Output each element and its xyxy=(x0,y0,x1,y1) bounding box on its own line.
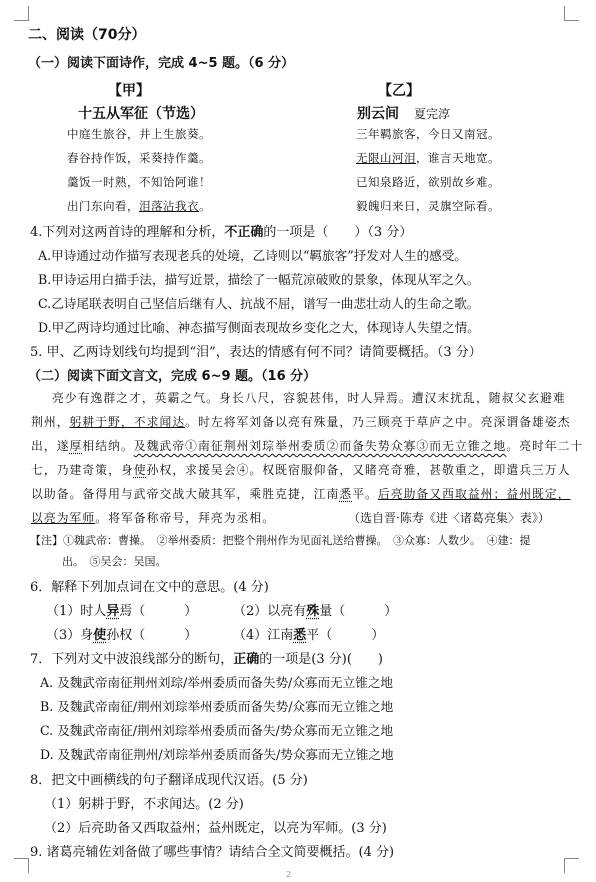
poem-a-line: 舂谷持作饭，采葵持作羹。 xyxy=(67,151,211,165)
q4-stem: 4.下列对这两首诗的理解和分析，不正确的一项是（ ）（3 分） xyxy=(30,225,413,240)
q4-option-c: C.乙诗尾联表明自己坚信后继有人、抗战不屈，谱写一曲悲壮动人的生命之歌。 xyxy=(38,296,480,311)
crop-mark-bottom-right xyxy=(564,858,579,873)
poem-b-title: 别云间 xyxy=(357,106,399,122)
poem-a-underlined-phrase: 泪落沾我衣 xyxy=(139,199,199,213)
q8-item-1: （1）躬耕于野，不求闻达。(2 分) xyxy=(44,797,244,812)
q7-option-d: D. 及魏武帝南征荆州/刘琮举州委质而备失/势众寡而无立锥之地 xyxy=(40,747,394,762)
passage-line: 七，乃建奇策，身使孙权，求援吴会④。权既宿服仰备，又睹亮奇雅，甚敬重之，即遣兵三万人 xyxy=(31,463,571,477)
poem-b-line: 无限山河泪，谁言天地宽。 xyxy=(356,151,500,165)
q4-option-a: A.甲诗通过动作描写表现老兵的处境，乙诗则以“羁旅客”抒发对人生的感受。 xyxy=(38,248,467,263)
crop-mark-bottom-left xyxy=(14,858,29,873)
poem-b-line: 已知泉路近，欲别故乡难。 xyxy=(356,175,500,189)
poem-b-underlined-phrase: 无限山河泪 xyxy=(356,151,416,165)
poem-a-title: 十五从军征（节选） xyxy=(78,106,204,122)
passage-line: 亮少有逸群之才，英霸之气。身长八尺，容貌甚伟，时人异焉。遭汉末扰乱，随叔父玄避难 xyxy=(52,391,566,405)
passage-line: 以助备。备得用与武帝交战大破其军，乘胜克捷，江南悉平。后亮助备又西取益州；益州既定， xyxy=(31,487,571,501)
passage-source: （选自晋·陈寿《进〈诸葛亮集〉表》） xyxy=(348,511,550,525)
q4-option-b: B.甲诗运用白描手法，描写近景，描绘了一幅荒凉破败的景象，体现从军之久。 xyxy=(38,272,480,287)
poem-b-tag: 【乙】 xyxy=(378,83,420,99)
poem-b-author: 夏完淳 xyxy=(414,107,451,121)
q8-item-2: （2）后亮助备又西取益州；益州既定，以亮为军师。(3 分) xyxy=(44,821,387,836)
q6-item-3: （3）身使孙权（ ） xyxy=(46,628,198,643)
q7-option-b: B. 及魏武帝南征/荆州刘琮举州委质而备失势/众寡而无立锥之地 xyxy=(40,699,394,714)
passage-line: 出，遂厚相结纳。及魏武帝①南征荆州刘琮举州委质②而备失势众寡③而无立锥之地。亮时年二十 xyxy=(31,439,584,453)
poem-a-line: 出门东向看，泪落沾我衣。 xyxy=(67,199,211,213)
notes-line: 【注】①魏武帝：曹操。 ②举州委质：把整个荆州作为见面礼送给曹操。 ③众寡：人数少。 ④建：提 xyxy=(30,534,531,547)
poem-a-line: 中庭生旅谷，井上生旅葵。 xyxy=(67,127,211,141)
notes-line: 出。 ⑤吴会：吴国。 xyxy=(62,555,167,568)
q7-option-c: C. 及魏武帝南征/荆州刘琮举州委质而备失/势众寡而无立锥之地 xyxy=(40,723,394,738)
q9-stem: 9. 诸葛亮辅佐刘备做了哪些事情？请结合全文简要概括。(4 分) xyxy=(30,845,395,860)
q4-option-d: D.甲乙两诗均通过比喻、神态描写侧面表现故乡变化之大，体现诗人失望之情。 xyxy=(38,320,480,335)
q8-stem: 8．把文中画横线的句子翻译成现代汉语。(5 分) xyxy=(30,773,308,788)
part2-heading: （二）阅读下面文言文，完成 6~9 题。（16 分） xyxy=(28,369,317,384)
poem-a-line: 羹饭一时熟，不知饴阿谁！ xyxy=(67,175,211,189)
q6-item-1: （1）时人异焉（ ） xyxy=(46,604,198,619)
q7-stem: 7．下列对文中波浪线部分的断句，正确的一项是(3 分)( ) xyxy=(30,652,383,667)
section-title: 二、阅读（70分） xyxy=(28,27,146,43)
poem-b-line: 三年羁旅客，今日又南冠。 xyxy=(356,127,500,141)
crop-mark-top-right xyxy=(564,6,579,21)
q7-option-a: A. 及魏武帝南征荆州刘琮/举州委质而备失势/众寡而无立锥之地 xyxy=(40,675,394,690)
q5-stem: 5. 甲、乙两诗划线句均提到“泪”，表达的情感有何不同？请简要概括。（3 分） xyxy=(30,345,482,360)
part1-heading: （一）阅读下面诗作，完成 4~5 题。（6 分） xyxy=(28,56,295,71)
wavy-line-sentence: 及魏武帝①南征荆州刘琮举州委质②而备失势众寡③而无立锥之地 xyxy=(133,439,507,453)
passage-line: 荆州，躬耕于野，不求闻达。时左将军刘备以亮有殊量，乃三顾亮于草庐之中。亮深谓备雄姿杰 xyxy=(31,415,571,429)
q6-item-2: （2）以亮有殊量（ ） xyxy=(233,604,398,619)
crop-mark-top-left xyxy=(14,6,29,21)
poem-b-line: 毅魄归来日，灵旗空际看。 xyxy=(356,199,500,213)
page-number: 2 xyxy=(286,870,292,879)
q6-item-4: （4）江南悉平（ ） xyxy=(233,628,385,643)
passage-line: 以亮为军师。将军备称帝号，拜亮为丞相。 xyxy=(31,511,276,525)
poem-a-tag: 【甲】 xyxy=(108,83,150,99)
q6-stem: 6．解释下列加点词在文中的意思。(4 分) xyxy=(30,580,269,595)
